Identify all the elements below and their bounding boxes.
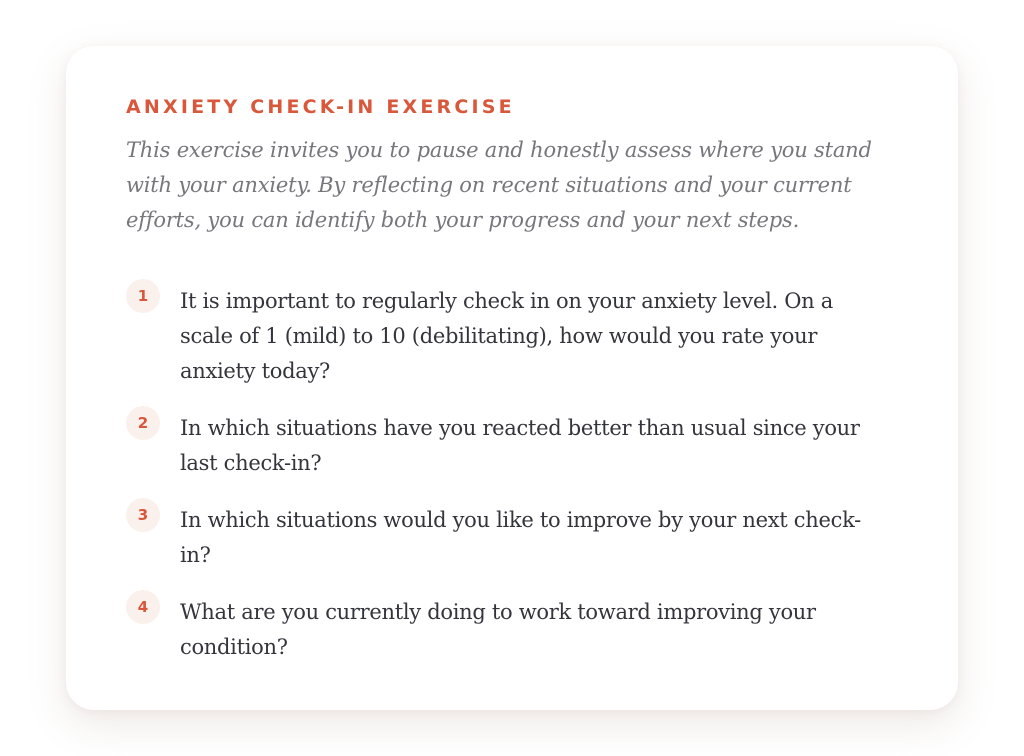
question-list	[126, 284, 898, 665]
question-item-4	[126, 595, 898, 665]
question-number-badge: 4	[126, 590, 160, 624]
exercise-title: ANXIETY CHECK-IN EXERCISE	[126, 96, 515, 118]
question-text: What are you currently doing to work toward improving your condition?	[180, 600, 816, 659]
question-number-badge: 2	[126, 406, 160, 440]
question-item-2	[126, 411, 898, 481]
question-text: It is important to regularly check in on your anxiety level. On a scale of 1 (mild) to 10 (debilitating), how would you rate your anxiety today?	[180, 289, 833, 383]
exercise-card	[66, 46, 958, 710]
question-text: In which situations have you reacted better than usual since your last check-in?	[180, 416, 860, 475]
question-text: In which situations would you like to improve by your next check-in?	[180, 508, 861, 567]
question-number-badge: 3	[126, 498, 160, 532]
question-item-1	[126, 284, 898, 389]
exercise-intro: This exercise invites you to pause and honestly assess where you stand with your anxiety. By reflecting on recent situations and your current efforts, you can identify both your progress and your next steps.	[126, 138, 872, 232]
question-item-3	[126, 503, 898, 573]
question-number-badge: 1	[126, 279, 160, 313]
